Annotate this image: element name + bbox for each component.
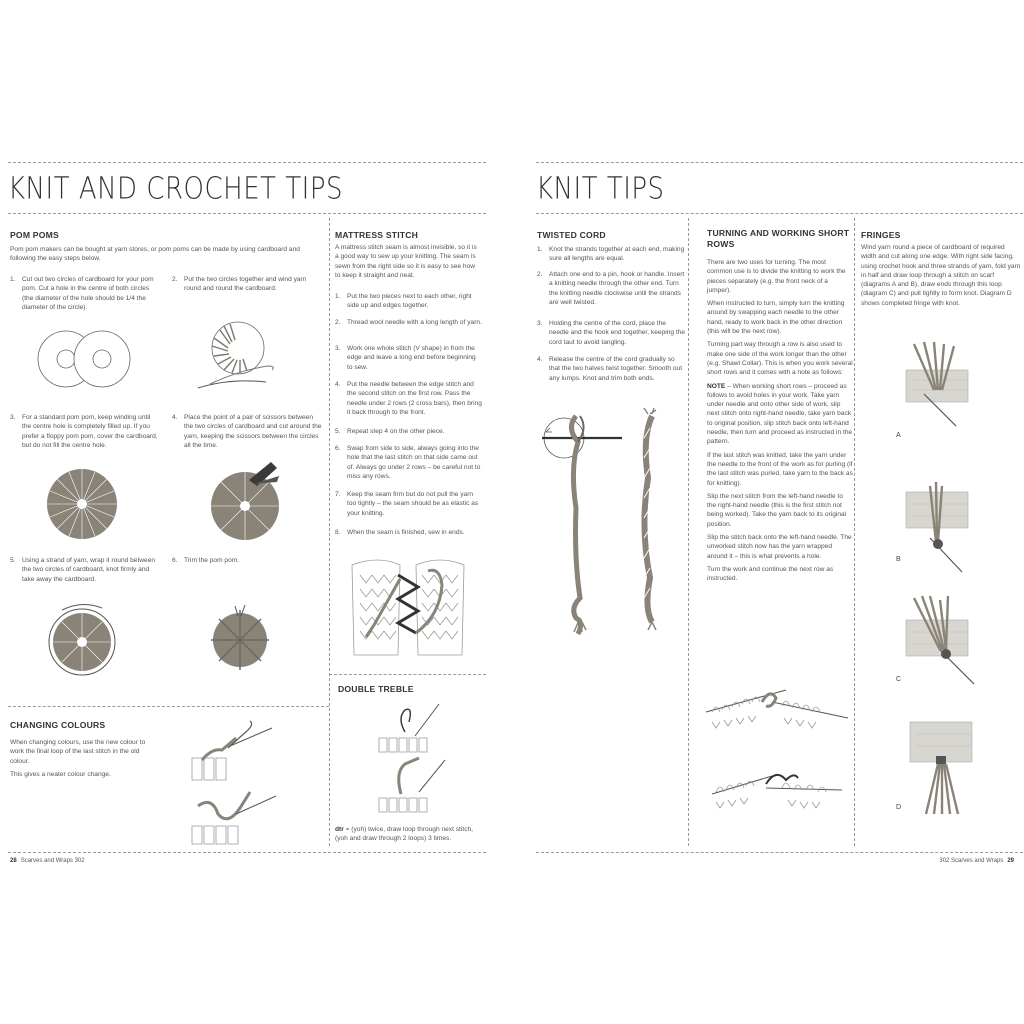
pom-poms-intro: Pom pom makers can be bought at yarn stores, or pom poms can be made by using cardboard and following the easy steps below. (10, 246, 300, 263)
section-divider (8, 706, 329, 707)
pom-step-3: 3. For a standard pom pom, keep winding until the centre hole is completely filled up. If you prefer a floppy pom pom, cover the cardboard, but do not fill the centre hole. (10, 414, 158, 449)
page-footer-left: 28 Scarves and Wraps 302 (10, 858, 85, 864)
twisted-cord-heading: TWISTED CORD (537, 230, 606, 240)
mattress-stitch-illustration (350, 545, 468, 660)
column-divider (854, 218, 855, 846)
fringe-diagram-c (900, 594, 980, 690)
fringe-diagram-a (900, 340, 980, 428)
pom-step-2: 2. Put the two circles together and wind yarn round and round the cardboard. (172, 276, 307, 293)
winding-yarn-illustration (190, 310, 290, 395)
mattress-step-2: 2. Thread wool needle with a long length of yarn. (335, 319, 482, 326)
short-rows-illustration (702, 672, 852, 822)
right-page (512, 0, 1024, 1024)
twisted-cord-illustration (540, 408, 680, 640)
double-treble-illustration (375, 698, 455, 816)
trimmed-pom-pom-illustration (205, 604, 275, 674)
bottom-divider (8, 852, 486, 853)
top-divider (8, 162, 486, 163)
diagram-label-c: C (896, 676, 902, 683)
pom-step-1: 1. Cut out two circles of cardboard for your pom pom. Cut a hole in the centre of both circles (the diameter of the hole should be 1/4 the diameter of the circle). (10, 276, 154, 311)
fringes-text: Wind yarn round a piece of cardboard of required width and cut along one edge. With right side facing, using crochet hook and three strands of yarn, fold yarn in half and draw loop through a stitch on scarf (diagrams A and B), draw ends through this loop (diagram C) and pull tightly to form knot. Diagram D shows completed fringe with knot. (861, 244, 1021, 307)
mattress-step-8: 8. When the seam is finished, sew in ends. (335, 529, 465, 536)
mattress-step-7: 7. Keep the seam firm but do not pull the yarn too tightly – the seam should be as elastic as your knitting. (335, 491, 479, 517)
bottom-divider (536, 852, 1024, 853)
mattress-stitch-intro: A mattress stitch seam is almost invisible, so it is a good way to sew up your knitting. The seam is sewn from the right side so it is easy to see how to keep it straight and neat. (335, 244, 477, 279)
mattress-step-4: 4. Put the needle between the edge stitch and the second stitch on the first row. Pass the needle under 2 rows (2 cross bars), then bring it back through to the front. (335, 381, 482, 416)
tied-pom-pom-illustration (42, 600, 122, 680)
column-divider (688, 218, 689, 846)
column-divider (329, 218, 330, 846)
filled-pom-pom-illustration (42, 464, 122, 544)
changing-colours-illustration (188, 718, 278, 848)
fringes-heading: FRINGES (861, 230, 901, 240)
page-title: KNIT TIPS (536, 172, 665, 207)
mattress-stitch-heading: MATTRESS STITCH (335, 230, 419, 240)
top-divider (536, 162, 1024, 163)
turning-short-rows-heading: TURNING AND WORKING SHORT ROWS (707, 228, 850, 249)
diagram-label-d: D (896, 804, 902, 811)
twisted-step-2: 2. Attach one end to a pin, hook or handle. Insert a knitting needle through the other end. Turn the knitting needle clockwise until the strands are well twisted. (537, 271, 685, 306)
twisted-step-1: 1. Knot the strands together at each end, making sure all lengths are equal. (537, 246, 685, 263)
twisted-step-3: 3. Holding the centre of the cord, place the needle and the hook end together, keeping the cord taut to avoid tangling. (537, 320, 686, 346)
diagram-label-a: A (896, 432, 901, 439)
page-title: KNIT AND CROCHET TIPS (8, 172, 344, 207)
title-divider (8, 213, 486, 214)
double-treble-text: dtr = (yoh) twice, draw loop through next stitch, (yoh and draw through 2 loops) 3 times. (335, 826, 473, 843)
mattress-step-5: 5. Repeat step 4 on the other piece. (335, 428, 445, 435)
pom-step-4: 4. Place the point of a pair of scissors between the two circles of cardboard and cut around the yarn, keeping the scissors between the circles all the time. (172, 414, 322, 449)
mattress-step-3: 3. Work one whole stitch (V shape) in from the edge and leave a long end before beginning to sew. (335, 345, 476, 371)
page-footer-right: 302 Scarves and Wraps 29 (939, 858, 1014, 864)
turning-short-rows-text: There are two uses for turning. The most common use is to divide the knitting to work the pieces separately (e.g. the front neck of a jumper). When instructed to turn, simply turn the knitting around by swapping each needle to the other hand, ready to work back in the other direction (this will be the next row). Turning part way through a row is also used to make one side of the work longer than the other (e.g. Shawl Collar). This is when you work several short rows and it comes with a note as follows: NOTE – When working short rows – proceed as follows to avoid holes in your work. Take yarn under needle and onto other side of work, slip next stitch onto right-hand needle, take yarn back to original position, slip stitch back onto left-hand needle, then turn and proceed as instructed in the pattern. If the last stitch was knitted, take the yarn under the needle to the front of the work as for purling (if the last stitch was purled, take yarn to the back as for knitting). Slip the next stitch from the left-hand needle to the right-hand needle (this is the first stitch not being worked). Take the yarn back to its original position. Slip the stitch back onto the left-hand needle. The unworked stitch now has the yarn wrapped around it – this is what prevents a hole. Turn the work and continue the next row as instructed. (707, 259, 853, 583)
cutting-pom-pom-illustration (205, 458, 295, 548)
fringe-diagram-d (900, 716, 980, 816)
pom-poms-heading: POM POMS (10, 230, 59, 240)
title-divider (536, 213, 1024, 214)
double-treble-heading: DOUBLE TREBLE (338, 684, 414, 694)
mattress-step-1: 1. Put the two pieces next to each other, right side up and edges together. (335, 293, 472, 310)
twisted-step-4: 4. Release the centre of the cord gradually so that the two halves twist together. Smooth out any lumps. Knot and trim both ends. (537, 356, 683, 382)
pom-step-6: 6. Trim the pom pom. (172, 557, 240, 564)
pom-step-5: 5. Using a strand of yarn, wrap it round between the two circles of cardboard, knot firmly and take away the cardboard. (10, 557, 156, 583)
fringe-diagram-b (900, 482, 980, 574)
diagram-label-b: B (896, 556, 901, 563)
cardboard-circles-illustration (30, 328, 140, 390)
changing-colours-heading: CHANGING COLOURS (10, 720, 106, 730)
changing-colours-text: When changing colours, use the new colour to work the final loop of the last stitch in the old colour. This gives a neater colour change. (10, 739, 146, 778)
section-divider (329, 674, 486, 675)
mattress-step-6: 6. Swap from side to side, always going into the hole that the last stitch on that side came out of. Always go under 2 rows – be careful not to miss any rows. (335, 445, 481, 480)
